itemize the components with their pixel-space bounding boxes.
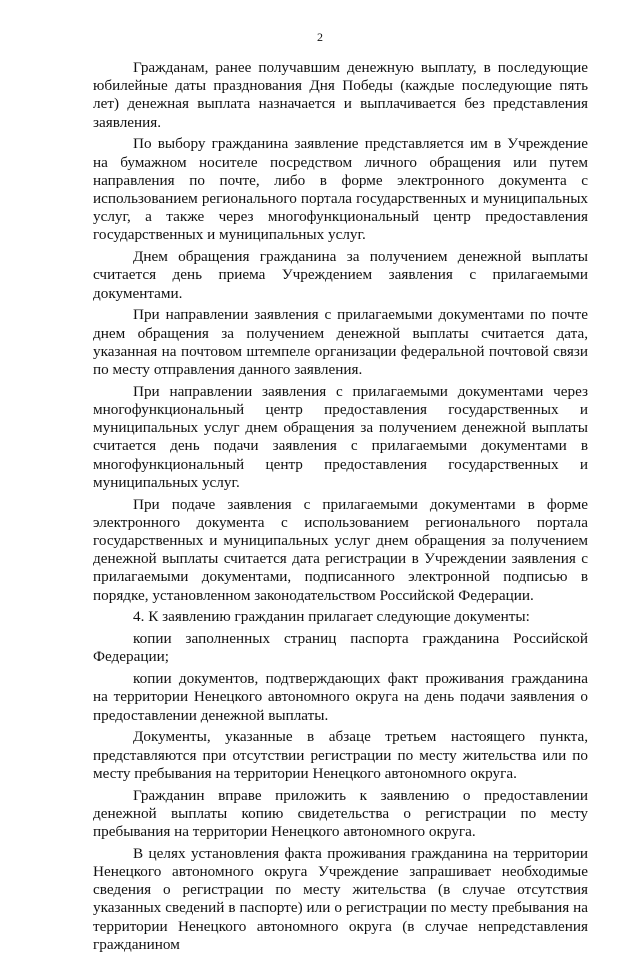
paragraph-electronic-submission: При подаче заявления с прилагаемыми документами в форме электронного документа с использованием регионального портала государственных и муниципальных услуг днем обращения за получением денежной выплаты считается дата регистрации в Учреждении заявления с прилагаемыми документами, подписанного электронной подписью в порядке, установленном законодательством Российской Федерации. [93, 495, 588, 604]
paragraph-submission-methods: По выбору гражданина заявление представляется им в Учреждение на бумажном носителе посредством личного обращения или путем направления по почте, либо в форме электронного документа с использованием регионального портала государственных и муниципальных услуг, а также через многофункциональный центр предоставления государственных и муниципальных услуг. [93, 135, 588, 244]
paragraph-residence-verification: В целях установления факта проживания гражданина на территории Ненецкого автономного округа Учреждение запрашивает необходимые сведения о регистрации по месту жительства (в случае отсутствия указанных сведений в паспорте) или о регистрации по месту пребывания на территории Ненецкого автономного округа (в случае непредставления гражданином [93, 844, 588, 953]
paragraph-application-date: Днем обращения гражданина за получением денежной выплаты считается день приема Учреждением заявления с прилагаемыми документами. [93, 248, 588, 302]
paragraph-postal-submission: При направлении заявления с прилагаемыми документами по почте днем обращения за получением денежной выплаты считается дата, указанная на почтовом штемпеле организации федеральной почтовой связи по месту отправления данного заявления. [93, 306, 588, 379]
paragraph-registration-certificate: Гражданин вправе приложить к заявлению о предоставлении денежной выплаты копию свидетельства о регистрации по месту пребывания на территории Ненецкого автономного округа. [93, 786, 588, 841]
paragraph-mfc-submission: При направлении заявления с прилагаемыми документами через многофункциональный центр предоставления государственных и муниципальных услуг днем обращения за получением денежной выплаты считается день подачи заявления с прилагаемыми документами в многофункциональный центр предоставления государственных и муниципальных услуг. [93, 382, 588, 491]
paragraph-documents-condition: Документы, указанные в абзаце третьем настоящего пункта, представляются при отсутствии регистрации по месту жительства или по месту пребывания на территории Ненецкого автономного округа. [93, 728, 588, 782]
page-number: 2 [317, 30, 323, 44]
paragraph-repeat-payment: Гражданам, ранее получавшим денежную выплату, в последующие юбилейные даты празднования Дня Победы (каждые последующие пять лет) денежная выплата назначается и выплачивается без представления заявления. [93, 59, 588, 131]
document-body [93, 59, 588, 958]
paragraph-item-4-heading: 4. К заявлению гражданин прилагает следующие документы: [133, 608, 530, 626]
paragraph-residence-documents: копии документов, подтверждающих факт проживания гражданина на территории Ненецкого автономного округа на день подачи заявления о предоставлении денежной выплаты. [93, 670, 588, 724]
paragraph-passport-copies: копии заполненных страниц паспорта гражданина Российской Федерации; [93, 630, 588, 666]
